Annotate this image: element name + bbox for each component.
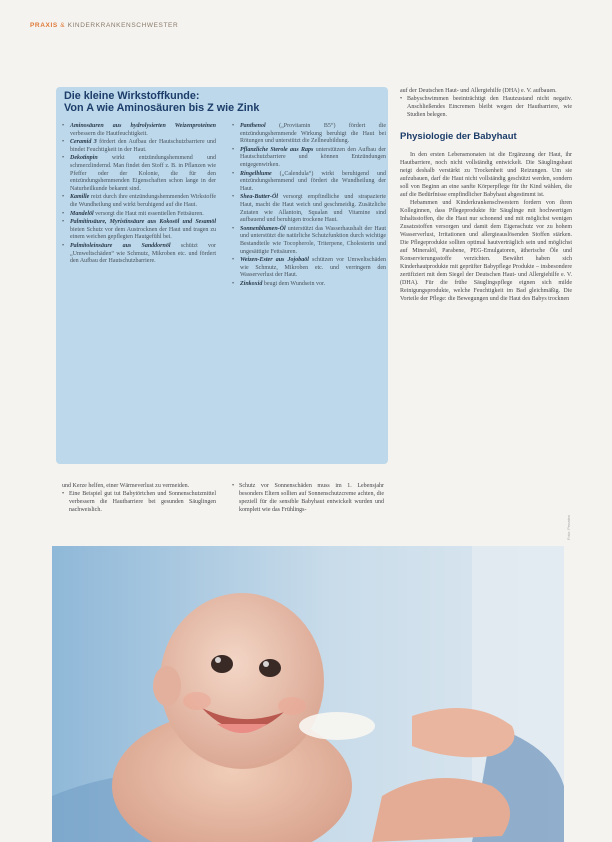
info-text: beugt dem Wundsein vor. — [262, 280, 326, 287]
info-text: unterstützt das Wasserhaushalt der Haut und unterstützt die natürliche Schutzfunktion durch wichtige Bestandteile wie Tocopherole, Triterpene, Cholesterin und ungesättigte Fettsäuren. — [240, 225, 386, 255]
info-item — [62, 243, 216, 266]
info-text: versorgt empfindliche und strapazierte Haut, macht die Haut weich und geschmeidig. Zusätzliche Zutaten wie Allantoin, Squalan und Vitamine sind aufbauend und beruhigen trockene Haut. — [240, 194, 386, 224]
baby-photo — [52, 546, 564, 842]
baby-photo-illustration — [52, 546, 564, 842]
info-text: fördert den Aufbau der Hautschutzbarriere und bindet Feuchtigkeit in der Haut. — [70, 139, 217, 153]
info-box-column-1 — [62, 123, 216, 267]
info-text: verbessern die Hautfeuchtigkeit. — [70, 130, 148, 137]
info-text: unterstützen den Aufbau der Hautschutzbarriere und können Entzündungen entgegenwirken. — [240, 146, 387, 168]
header-title: KINDERKRANKENSCHWESTER — [67, 22, 179, 29]
info-box-title-line2: Von A wie Aminosäuren bis Z wie Zink — [64, 102, 260, 114]
body-column-right — [400, 87, 572, 303]
body-paragraph: auf der Deutschen Haut- und Allergiehilfe (DHA) e. V. aufbauen. — [400, 88, 557, 94]
info-text: („Provitamin B5“) fördert die entzündungshemmende Wirkung beruhigt die Haut bei Rötungen und unterstützt die Zellneubildung. — [240, 123, 386, 145]
info-text: wirkt entzündungshemmend und schmerzlindernd. Man findet den Stoff z. B. in Pflanzen wie Pfeffer oder der Kolonie, die für den entzündungshemmenden Eigenschaften schon lange in der Naturheilkunde bekannt sind. — [70, 155, 216, 192]
info-term: Kamille — [70, 194, 90, 201]
info-text: schützt vor „Umweltschäden“ wie Schmutz, Mikroben etc. und fördert den Aufbau der Hautschutzbarriere. — [70, 242, 216, 265]
body-bullet: • Schutz vor Sonnenschäden muss im 1. Lebensjahr besonders Eltern sollten auf Sonnenschutzcreme achten, die speziell für die sensible Babyhaut entwickelt wurden und komplett wie das Frühlings- — [232, 482, 384, 514]
header-section: PRAXIS — [30, 22, 58, 29]
info-item — [62, 123, 216, 138]
info-term: Zinkoxid — [240, 280, 263, 287]
info-term: Panthenol — [240, 123, 266, 129]
photo-credit: Foto: Penaten — [566, 514, 571, 540]
info-term: Ceramid 3 — [70, 139, 97, 146]
info-term: Palmitinsäure, Myristinsäure aus Kokosöl und Sesamöl — [70, 219, 216, 226]
info-text: versorgt die Haut mit essentiellen Fettsäuren. — [93, 210, 204, 217]
body-column-middle — [232, 482, 384, 514]
info-item — [232, 147, 386, 170]
info-term: Palmitoleinsäure aus Sanddornöl — [70, 242, 171, 249]
info-box — [56, 87, 388, 464]
running-header — [30, 22, 178, 29]
info-item — [232, 123, 386, 146]
header-separator: & — [60, 22, 66, 29]
body-bullet: • Babyschwimmen beeinträchtigt den Hautzustand nicht negativ. Anschließendes Eincremen bleibt wegen der Hautbarriere, wie Studien belegen. — [400, 95, 572, 119]
info-item — [232, 257, 386, 280]
info-item — [232, 226, 386, 256]
info-item — [62, 139, 216, 154]
body-paragraph: In den ersten Lebensmonaten ist die Ergänzung der Haut, ihr Hautbarriere, noch nicht vollständig entwickelt. Die Säuglingshaut neigt deshalb verstärkt zu Trockenheit und Reizungen. Um sie aufzubauen, darf die Haut nicht vollständig geschützt werden, sondern soll von Beginn an eine sanfte Körperpflege für ihr Kind wählen, die auf die Bedürfnisse empfindlicher Babyhaut abgestimmt ist. — [400, 152, 572, 198]
body-paragraph: und Kerze helfen, einer Wärmeverlust zu vermeiden. — [62, 483, 190, 489]
info-item — [232, 171, 386, 194]
body-paragraph: Hebammen und Kinderkrankenschwestern fordern von ihren Kolleginnen, dass Pflegeprodukte für Säuglinge mit hochwertigen Inhaltsstoffen, die die Haut nur schonend und mit möglichst wenigen Zusatzstoffen versorgen und damit dem Eigenschutz vor zu hohem Wasserverlust, Irritationen und allergieauslösenden Stoffen stärken. Die Pflegeprodukte sollten optimal hautverträglich sein und möglichst auf Mineralöl, Parabene, PEG-Emulgatoren, ätherische Öle und Konservierungsstoffe verzichten. Bewährt haben sich Kinderhautprodukte mit geprüfter Babypflege Produkte – insbesondere zertifiziert mit dem Siegel der Deutschen Haut- und Allergiehilfe e. V. (DHA). Für die frühe Säuglingspflege eignen sich milde Reinigungsprodukte, welche Feuchtigkeit im Bad gleichmäßig. Die Vorteile der Pflege: die Bewegungen und die Haut des Babys trocknen — [400, 200, 572, 302]
info-term: Pflanzliche Sterole aus Raps — [240, 146, 314, 153]
info-term: Weizen-Ester aus Jojobaöl — [240, 257, 309, 264]
info-item — [62, 194, 216, 209]
info-text: schützen vor Umweltschäden wie Schmutz, Mikroben etc. und verringern den Wasserverlust der Haut. — [240, 257, 386, 279]
info-box-title-line1: Die kleine Wirkstoffkunde: — [64, 90, 200, 102]
info-term: Shea-Butter-Öl — [240, 194, 279, 201]
info-box-title — [64, 90, 384, 114]
info-text: („Calendula“) wirkt beruhigend und entzündungshemmend und fördert die Wundheilung der Haut. — [240, 170, 386, 192]
info-box-column-2 — [232, 123, 386, 289]
body-bullet: • Eine Beispiel gut tut Babytörtchen und Sonnenschutzmittel verbessern die Hautbarriere bei gesunden Säuglingen nachweislich. — [62, 490, 216, 514]
info-term: Dekotinpin — [70, 155, 98, 162]
info-item — [62, 211, 216, 219]
info-term: Ringelblume — [240, 170, 272, 177]
info-term: Sonnenblumen-Öl — [240, 225, 286, 232]
section-heading: Physiologie der Babyhaut — [400, 131, 517, 142]
info-item — [62, 155, 216, 193]
info-text: reizt durch ihre entzündungshemmenden Wirkstoffe die Wundheilung und wirkt beruhigend auf die Haut. — [70, 194, 216, 208]
info-item — [232, 194, 386, 224]
info-item — [232, 281, 386, 289]
info-item — [62, 219, 216, 242]
body-column-left — [62, 482, 216, 514]
info-term: Mandelöl — [70, 210, 94, 217]
info-text: bieten Schutz vor dem Austrocknen der Haut und tragen zu einem weichen gepflegten Hautgefühl bei. — [70, 226, 216, 241]
info-term: Aminosäuren aus hydrolysierten Weizenproteinen — [70, 123, 216, 129]
